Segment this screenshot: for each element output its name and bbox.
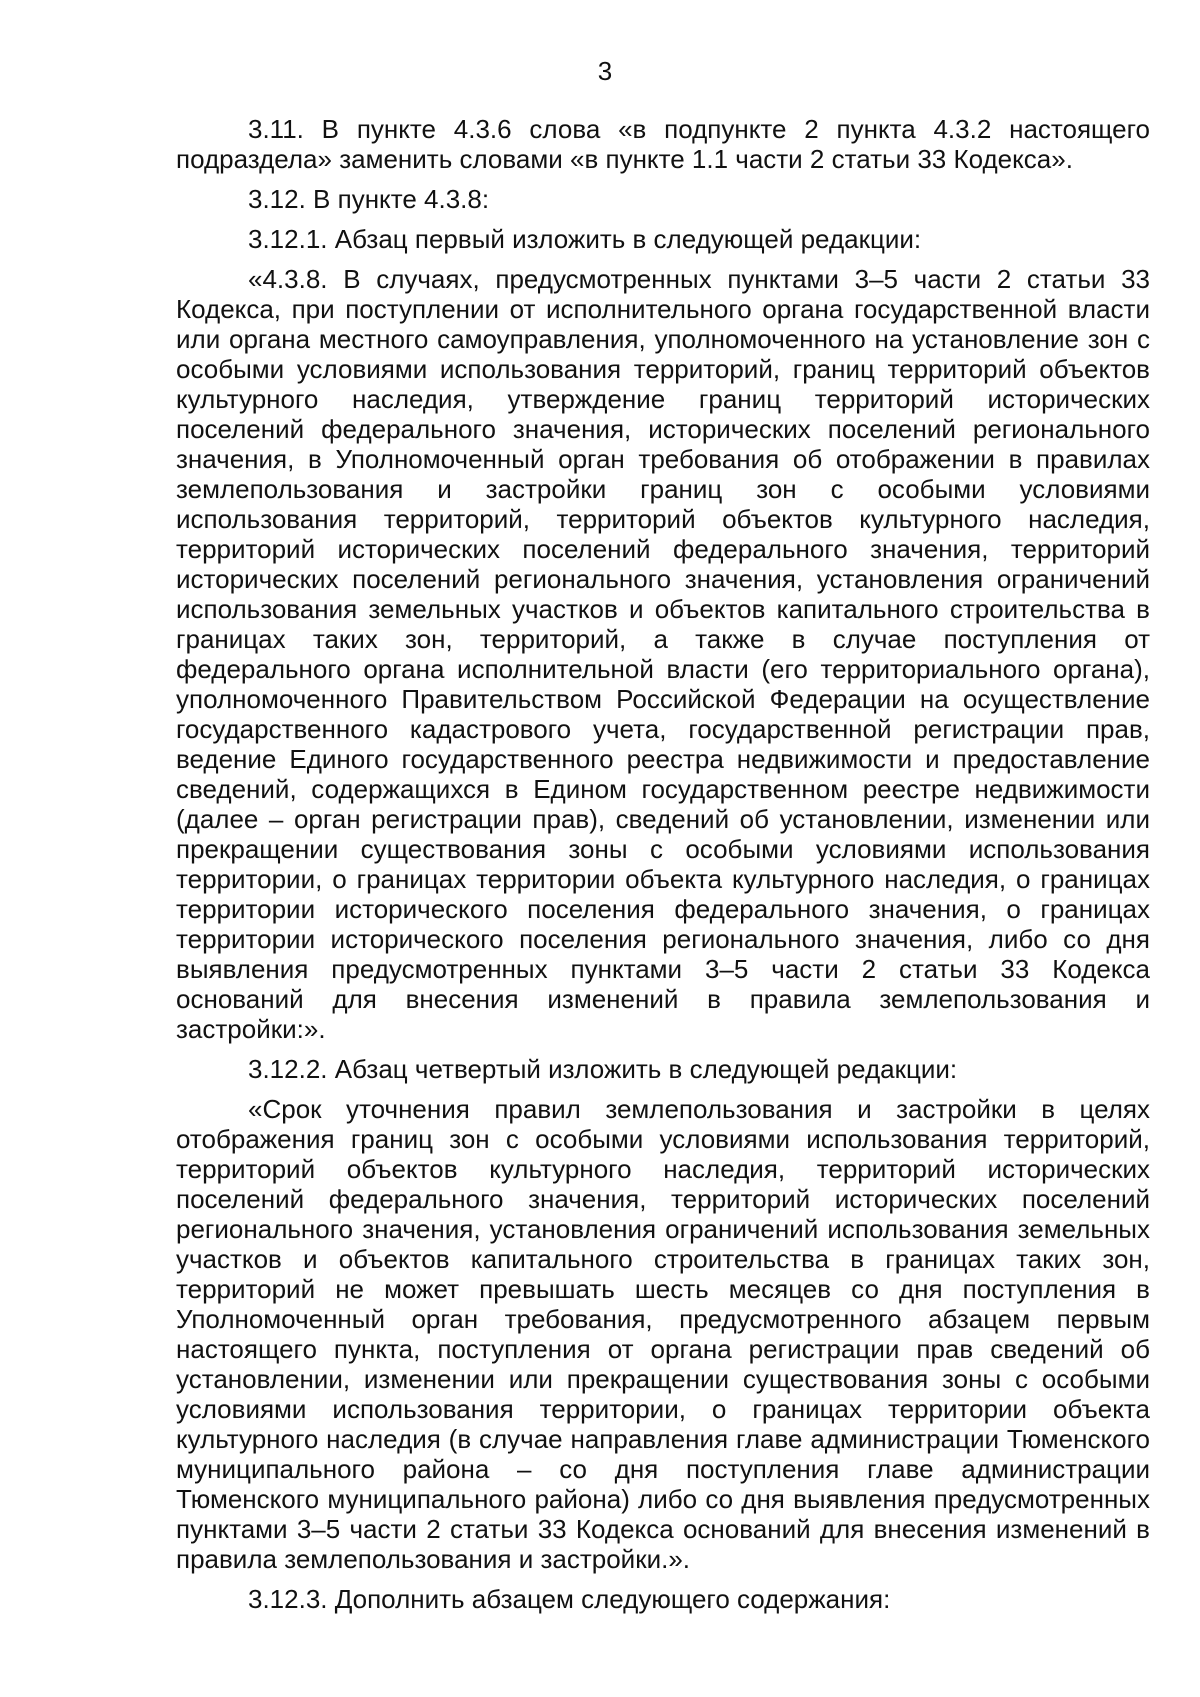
paragraph-3-12: 3.12. В пункте 4.3.8:: [248, 184, 490, 214]
paragraph-3-12-2: 3.12.2. Абзац четвертый изложить в следующей редакции:: [248, 1054, 958, 1084]
paragraph-3-12-1: 3.12.1. Абзац первый изложить в следующей редакции:: [248, 224, 922, 254]
paragraph-3-11: 3.11. В пункте 4.3.6 слова «в подпункте 2 пункта 4.3.2 настоящего подраздела» заменить словами «в пункте 1.1 части 2 статьи 33 Кодекса».: [176, 114, 1150, 174]
paragraph-3-12-3: 3.12.3. Дополнить абзацем следующего содержания:: [248, 1584, 891, 1614]
document-body: [176, 114, 1150, 1614]
paragraph-quote-4-3-8: «4.3.8. В случаях, предусмотренных пунктами 3–5 части 2 статьи 33 Кодекса, при поступлении от исполнительного органа государственной власти или органа местного самоуправления, уполномоченного на установление зон с особыми условиями использования территорий, границ территорий объектов культурного наследия, утверждение границ территорий исторических поселений федерального значения, исторических поселений регионального значения, в Уполномоченный орган требования об отображении в правилах землепользования и застройки границ зон с особыми условиями использования территорий, территорий объектов культурного наследия, территорий исторических поселений федерального значения, территорий исторических поселений регионального значения, установления ограничений использования земельных участков и объектов капитального строительства в границах таких зон, территорий, а также в случае поступления от федерального органа исполнительной власти (его территориального органа), уполномоченного Правительством Российской Федерации на осуществление государственного кадастрового учета, государственной регистрации прав, ведение Единого государственного реестра недвижимости и предоставление сведений, содержащихся в Едином государственном реестре недвижимости (далее – орган регистрации прав), сведений об установлении, изменении или прекращении существования зоны с особыми условиями использования территории, о границах территории объекта культурного наследия, о границах территории исторического поселения федерального значения, о границах территории исторического поселения регионального значения, либо со дня выявления предусмотренных пунктами 3–5 части 2 статьи 33 Кодекса оснований для внесения изменений в правила землепользования и застройки:».: [176, 264, 1150, 1044]
paragraph-quote-srok: «Срок уточнения правил землепользования и застройки в целях отображения границ зон с особыми условиями использования территорий, территорий объектов культурного наследия, территорий исторических поселений федерального значения, территорий исторических поселений регионального значения, установления ограничений использования земельных участков и объектов капитального строительства в границах таких зон, территорий не может превышать шесть месяцев со дня поступления в Уполномоченный орган требования, предусмотренного абзацем первым настоящего пункта, поступления от органа регистрации прав сведений об установлении, изменении или прекращении существования зоны с особыми условиями использования территории, о границах территории объекта культурного наследия (в случае направления главе администрации Тюменского муниципального района – со дня поступления главе администрации Тюменского муниципального района) либо со дня выявления предусмотренных пунктами 3–5 части 2 статьи 33 Кодекса оснований для внесения изменений в правила землепользования и застройки.».: [176, 1094, 1150, 1574]
page-number: 3: [597, 56, 613, 86]
